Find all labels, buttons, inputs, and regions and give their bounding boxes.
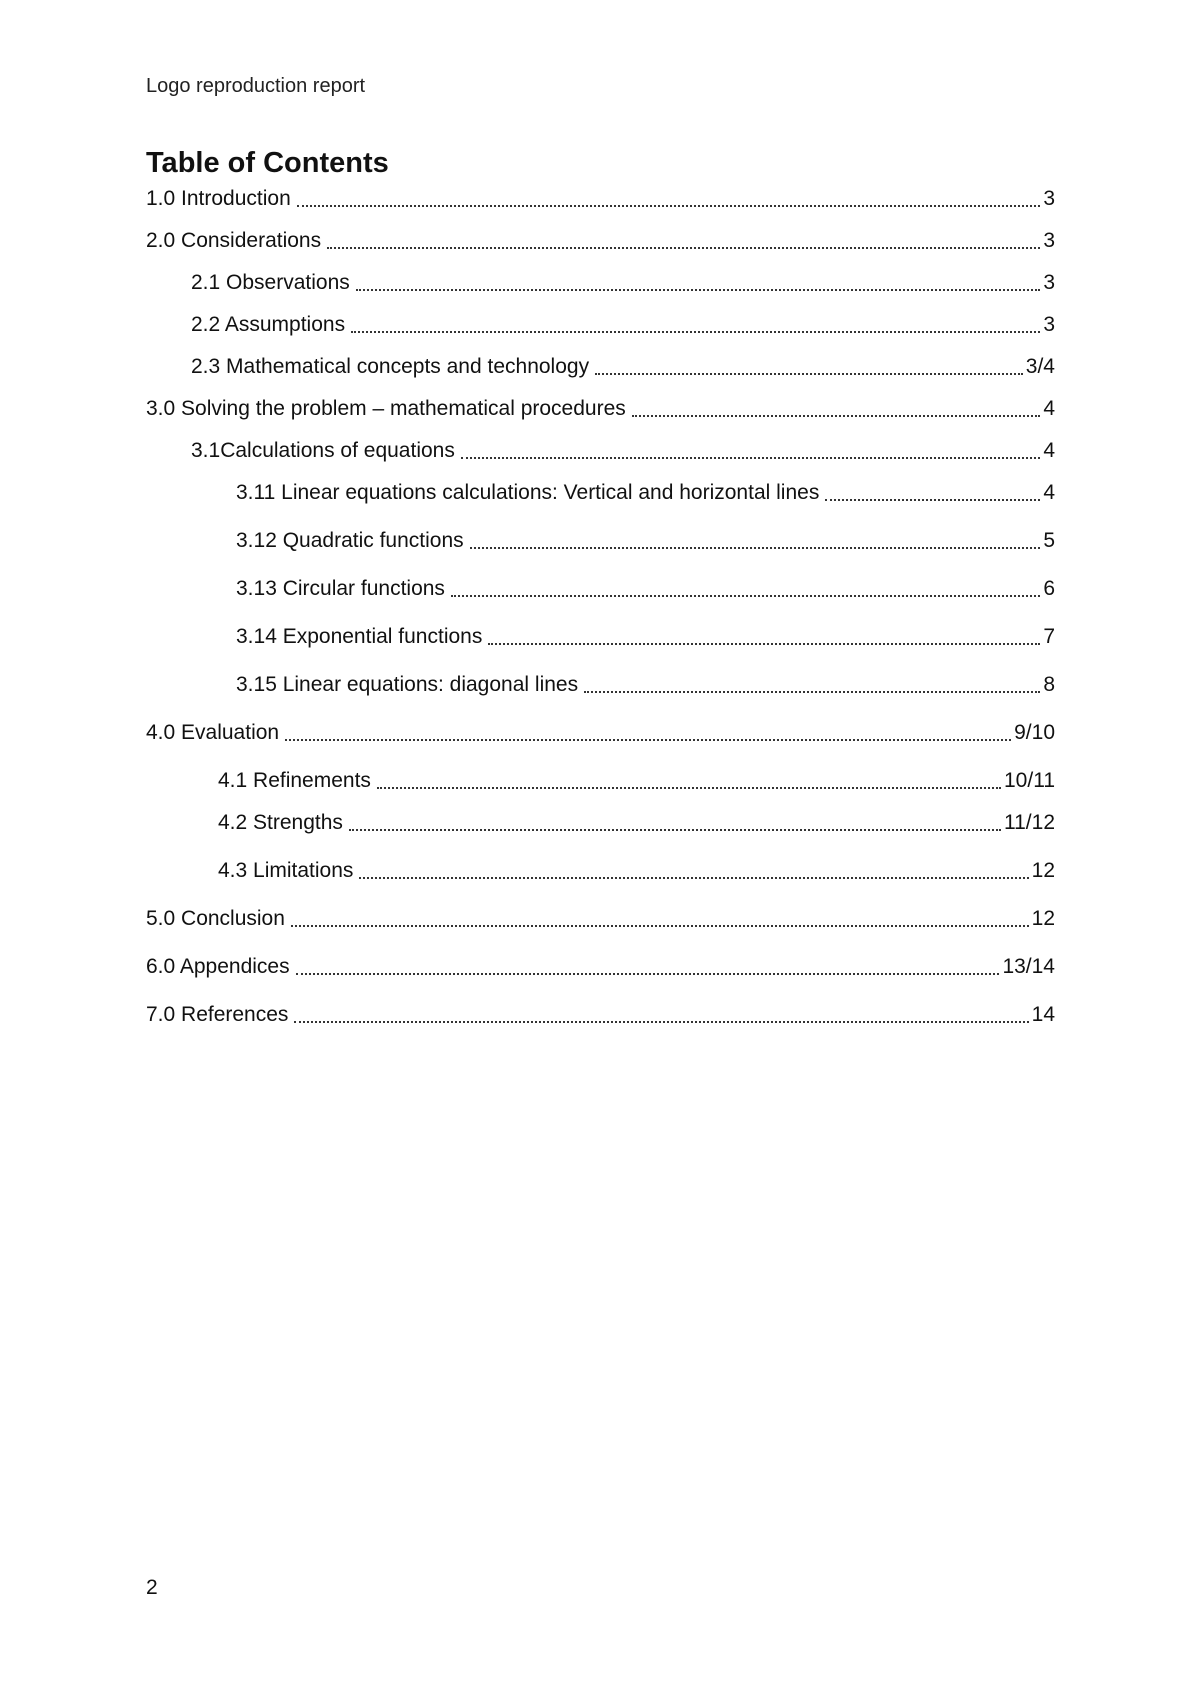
toc-entry-label: 3.0 Solving the problem – mathematical procedures xyxy=(146,397,626,420)
toc-entry-label: 7.0 References xyxy=(146,1003,289,1026)
dot-leader xyxy=(359,857,1028,885)
toc-entry-page: 3 xyxy=(1043,271,1055,294)
dot-leader xyxy=(461,437,1040,465)
toc-entry-solving-the-problem[interactable] xyxy=(146,395,1055,423)
dot-leader xyxy=(377,767,1001,795)
dot-leader xyxy=(470,527,1041,555)
toc-entry-quadratic-functions[interactable] xyxy=(236,527,1055,555)
toc-entry-label: 3.14 Exponential functions xyxy=(236,625,483,648)
toc-entry-label: 4.2 Strengths xyxy=(218,811,343,834)
toc-entry-calculations-of-equations[interactable] xyxy=(191,437,1055,465)
toc-entry-page: 13/14 xyxy=(1002,955,1055,978)
toc-entry-label: 1.0 Introduction xyxy=(146,187,291,210)
toc-entry-circular-functions[interactable] xyxy=(236,575,1055,603)
toc-entry-page: 8 xyxy=(1043,673,1055,696)
toc-entry-page: 4 xyxy=(1043,397,1055,420)
dot-leader xyxy=(356,269,1041,297)
toc-entry-introduction[interactable] xyxy=(146,185,1055,213)
toc-entry-refinements[interactable] xyxy=(218,767,1055,795)
toc-entry-assumptions[interactable] xyxy=(191,311,1055,339)
toc-entry-page: 12 xyxy=(1031,859,1055,882)
dot-leader xyxy=(584,671,1040,699)
toc-entry-page: 4 xyxy=(1043,481,1055,504)
toc-entry-label: 4.3 Limitations xyxy=(218,859,354,882)
toc-entry-page: 4 xyxy=(1043,439,1055,462)
toc-entry-references[interactable] xyxy=(146,1001,1055,1029)
running-header: Logo reproduction report xyxy=(146,75,366,97)
toc-entry-page: 6 xyxy=(1043,577,1055,600)
toc-entry-linear-diagonal[interactable] xyxy=(236,671,1055,699)
toc-entry-limitations[interactable] xyxy=(218,857,1055,885)
toc-entry-page: 14 xyxy=(1031,1003,1055,1026)
toc-entry-page: 11/12 xyxy=(1004,811,1055,834)
toc-entry-label: 4.1 Refinements xyxy=(218,769,371,792)
toc-entry-considerations[interactable] xyxy=(146,227,1055,255)
dot-leader xyxy=(297,185,1041,213)
toc-entry-label: 2.2 Assumptions xyxy=(191,313,346,336)
dot-leader xyxy=(451,575,1040,603)
toc-entry-label: 3.13 Circular functions xyxy=(236,577,445,600)
toc-entry-page: 10/11 xyxy=(1004,769,1055,792)
toc-entry-label: 6.0 Appendices xyxy=(146,955,290,978)
dot-leader xyxy=(825,479,1040,507)
toc-entry-label: 2.3 Mathematical concepts and technology xyxy=(191,355,590,378)
toc-entry-page: 3/4 xyxy=(1025,355,1055,378)
toc-entry-exponential-functions[interactable] xyxy=(236,623,1055,651)
toc-entry-page: 5 xyxy=(1043,529,1055,552)
dot-leader xyxy=(632,395,1041,423)
dot-leader xyxy=(595,353,1023,381)
dot-leader xyxy=(351,311,1040,339)
dot-leader xyxy=(349,809,1001,837)
toc-entry-page: 7 xyxy=(1043,625,1055,648)
toc-entry-strengths[interactable] xyxy=(218,809,1055,837)
toc-entry-conclusion[interactable] xyxy=(146,905,1055,933)
dot-leader xyxy=(294,1001,1028,1029)
toc-entry-label: 4.0 Evaluation xyxy=(146,721,280,744)
toc-entry-label: 3.15 Linear equations: diagonal lines xyxy=(236,673,579,696)
toc-entry-page: 3 xyxy=(1043,313,1055,336)
page-number: 2 xyxy=(146,1576,158,1599)
toc-entry-page: 3 xyxy=(1043,229,1055,252)
toc-entry-linear-vertical-horizontal[interactable] xyxy=(236,479,1055,507)
toc-entry-appendices[interactable] xyxy=(146,953,1055,981)
dot-leader xyxy=(296,953,1000,981)
toc-entry-label: 3.1Calculations of equations xyxy=(191,439,455,462)
toc-entry-evaluation[interactable] xyxy=(146,719,1055,747)
toc-entry-mathematical-concepts[interactable] xyxy=(191,353,1055,381)
toc-title: Table of Contents xyxy=(146,147,389,179)
toc-entry-label: 3.11 Linear equations calculations: Vertical and horizontal lines xyxy=(236,481,820,504)
toc-entry-label: 5.0 Conclusion xyxy=(146,907,285,930)
dot-leader xyxy=(291,905,1029,933)
toc-entry-label: 3.12 Quadratic functions xyxy=(236,529,464,552)
dot-leader xyxy=(488,623,1040,651)
toc-entry-label: 2.1 Observations xyxy=(191,271,350,294)
toc-entry-page: 12 xyxy=(1031,907,1055,930)
dot-leader xyxy=(327,227,1040,255)
toc-entry-observations[interactable] xyxy=(191,269,1055,297)
dot-leader xyxy=(285,719,1011,747)
toc-entry-label: 2.0 Considerations xyxy=(146,229,322,252)
toc-entry-page: 3 xyxy=(1043,187,1055,210)
toc-entry-page: 9/10 xyxy=(1014,721,1055,744)
